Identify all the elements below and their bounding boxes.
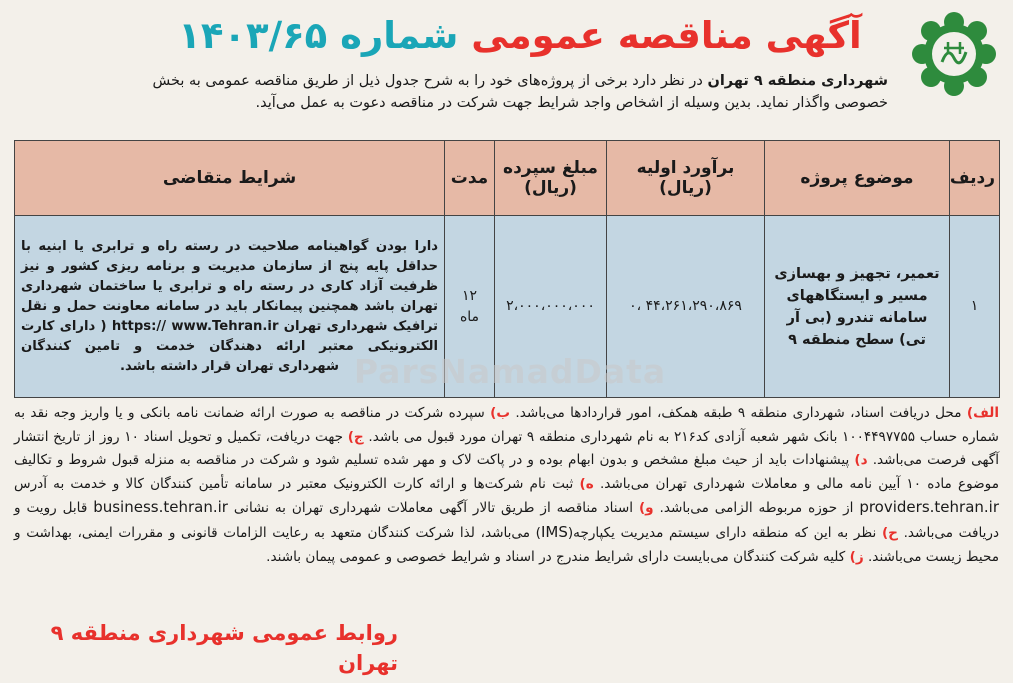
title-number-label: شماره bbox=[340, 14, 459, 57]
clause-a-label: الف) bbox=[966, 405, 1000, 421]
clause-e-label: ه) bbox=[579, 475, 594, 492]
clause-e-text-1: ثبت نام شرکت‌ها و ارائه کارت الکترونیک معتبر در سامانه تأمین کنندگان کالا و خدمت به آدرس bbox=[14, 475, 574, 492]
clause-g-ims: IMS bbox=[540, 522, 568, 541]
clause-d-label: د) bbox=[854, 452, 868, 469]
clause-c-label: ج) bbox=[347, 428, 364, 445]
cell-duration: ۱۲ ماه bbox=[445, 216, 495, 398]
conditions-url-link[interactable]: https:// www.Tehran.ir bbox=[111, 318, 279, 334]
clause-f-label: و) bbox=[638, 500, 654, 517]
terms-paragraph bbox=[14, 402, 999, 569]
header-estimate: برآورد اولیه (ریال) bbox=[607, 141, 765, 216]
header-duration: مدت bbox=[445, 141, 495, 216]
cell-row-number: ۱ bbox=[950, 216, 1000, 398]
conditions-text-1: دارا بودن گواهینامه صلاحیت در رسته راه و ترابری یا ابنیه با حداقل پایه پنج از سازمان مدیریت و برنامه ریزی کشور و نیز ظرفیت آزاد کاری در رسته راه و ترابری یا ساختمان شهرداری تهران باشد همچنین پیمانکار باید در سامانه معاونت حمل و نقل ترافیک شهرداری تهران bbox=[21, 238, 438, 334]
header-subject: موضوع پروژه bbox=[765, 141, 950, 216]
business-url-link[interactable]: business.tehran.ir bbox=[93, 498, 228, 517]
signature: روابط عمومی شهرداری منطقه ۹ تهران bbox=[50, 621, 398, 675]
intro-organization: شهرداری منطقه ۹ تهران bbox=[707, 73, 888, 89]
clause-h-text: کلیه شرکت کنندگان می‌بایست دارای شرایط مندرج در اسناد و شرایط خصوصی و عمومی پیمان باشند. bbox=[266, 548, 846, 565]
table-header-row bbox=[15, 141, 1000, 216]
header-deposit: مبلغ سپرده (ریال) bbox=[495, 141, 607, 216]
clause-c-text: جهت دریافت، تکمیل و تحویل اسناد ۱۰ روز از تاریخ انتشار آگهی فرصت می‌باشد. bbox=[14, 428, 999, 469]
clause-g-text-1: نظر به این که منطقه دارای سیستم مدیریت یکپارچه( bbox=[567, 524, 877, 541]
clause-f-text-1: اسناد مناقصه از طریق تالار آگهی معاملات شهرداری تهران به نشانی bbox=[233, 500, 634, 517]
conditions-text-2: ( دارای کارت الکترونیکی معتبر ارائه دهندگان خدمت و تامین کنندگان شهرداری تهران قرار داشته باشد. bbox=[21, 318, 438, 374]
tehran-municipality-logo-icon bbox=[912, 12, 996, 96]
clause-h-label: ز) bbox=[849, 548, 864, 565]
notice-title bbox=[150, 10, 890, 62]
cell-estimate: ۴۴،۲۶۱،۲۹۰،۸۶۹ ،۰ bbox=[607, 216, 765, 398]
cell-subject: تعمیر، تجهیز و بهسازی مسیر و ایستگاههای سامانه تندرو (بی آر تی) سطح منطقه ۹ bbox=[765, 216, 950, 398]
clause-g-label: ح) bbox=[881, 524, 898, 541]
clause-b-label: ب) bbox=[490, 405, 511, 421]
watermark: ParsNamadData bbox=[353, 352, 667, 391]
header-conditions: شرایط متقاضی bbox=[15, 141, 445, 216]
title-prefix: آگهی مناقصه عمومی bbox=[471, 14, 862, 57]
cell-deposit: ۲،۰۰۰،۰۰۰،۰۰۰ bbox=[495, 216, 607, 398]
intro-paragraph bbox=[140, 70, 888, 114]
clause-f-text-2: قابل رویت و دریافت می‌باشد. bbox=[14, 500, 999, 541]
clause-d-text: پیشنهادات باید از حیث مبلغ مشخص و بدون ابهام بوده و در پاکت لاک و مهر شده تسلیم شود و شرکت در مناقصه به منزله قبول شروط و تکالیف موضوع ماده ۱۰ آیین نامه مالی و معاملات شهرداری تهران می‌باشد. bbox=[14, 452, 999, 492]
header-row-number: ردیف bbox=[950, 141, 1000, 216]
intro-text: در نظر دارد برخی از پروژه‌های خود را به شرح جدول ذیل از طریق مناقصه عمومی به بخش خصوصی واگذار نماید. بدین وسیله از اشخاص واجد شرایط جهت شرکت در مناقصه دعوت به عمل می‌آید. bbox=[152, 73, 888, 111]
providers-url-link[interactable]: providers.tehran.ir bbox=[859, 498, 999, 517]
clause-a-text: محل دریافت اسناد، شهرداری منطقه ۹ طبقه همکف، امور قراردادها می‌باشد. bbox=[515, 405, 962, 421]
clause-b-text: سپرده شرکت در مناقصه به صورت ارائه ضمانت نامه بانکی و یا واریز وجه نقد به شماره حساب ۱۰۰۴۴۹۷۷۵۵ بانک شهر شعبه آزادی کد۲۱۶ به نام شهرداری منطقه ۹ تهران مورد قبول می باشد. bbox=[14, 405, 999, 445]
clause-g-text-2: ) می‌باشد، لذا شرکت کنندگان متعهد به رعایت الزامات قانونی و مقررات ایمنی، بهداشت و محیط زیست می‌باشند. bbox=[14, 524, 999, 565]
title-number: ۱۴۰۳/۶۵ bbox=[178, 14, 328, 57]
clause-e-text-2: از حوزه مربوطه الزامی می‌باشد. bbox=[659, 500, 854, 517]
